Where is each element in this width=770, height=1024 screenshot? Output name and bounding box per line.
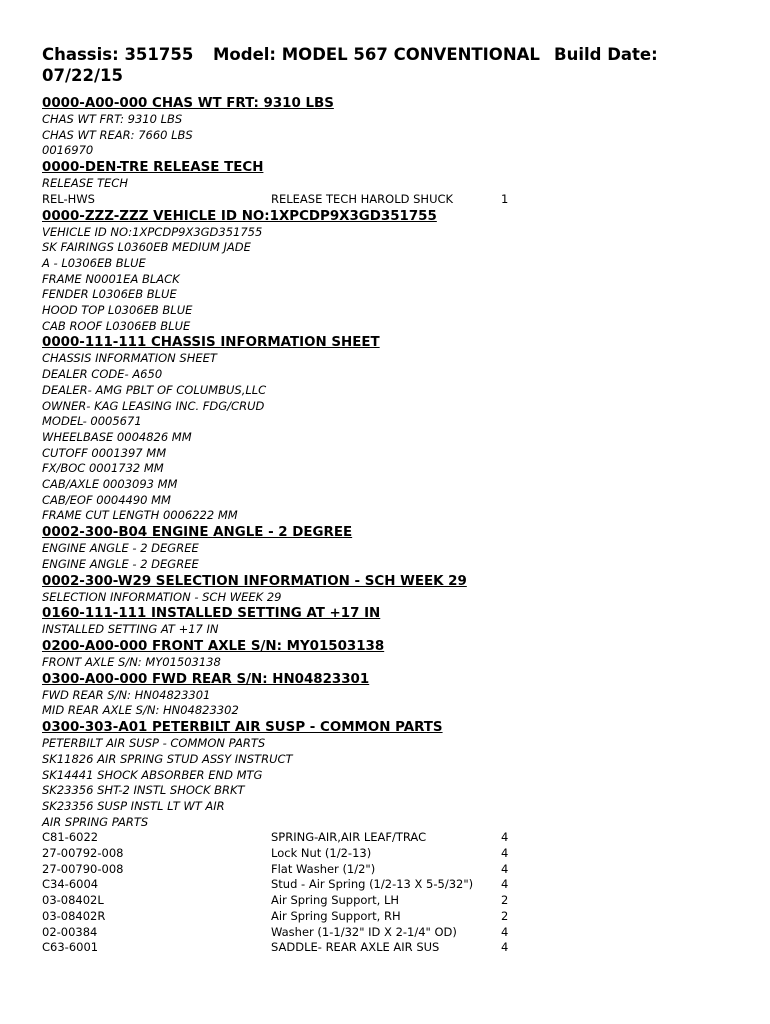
section-line: CAB/AXLE 0003093 MM: [42, 477, 178, 492]
part-description: RELEASE TECH HAROLD SHUCK: [271, 191, 454, 206]
section-title: 0000-ZZZ-ZZZ VEHICLE ID NO:1XPCDP9X3GD351755: [42, 208, 437, 224]
part-row: [42, 925, 742, 941]
part-number: C63-6001: [42, 940, 99, 955]
section-title: 0160-111-111 INSTALLED SETTING AT +17 IN: [42, 606, 381, 622]
part-description: SADDLE- REAR AXLE AIR SUS: [271, 940, 440, 955]
section-title: 0002-300-W29 SELECTION INFORMATION - SCH WEEK 29: [42, 573, 467, 589]
part-quantity: 2: [501, 893, 509, 908]
part-number: C34-6004: [42, 877, 99, 892]
part-quantity: 4: [501, 924, 509, 939]
part-description: Stud - Air Spring (1/2-13 X 5-5/32"): [271, 877, 474, 892]
section-list: [42, 95, 742, 956]
section-line: FRONT AXLE S/N: MY01503138: [42, 654, 221, 669]
part-quantity: 4: [501, 940, 509, 955]
part-quantity: 4: [501, 846, 509, 861]
part-row: [42, 940, 742, 956]
section-line: VEHICLE ID NO:1XPCDP9X3GD351755: [42, 224, 263, 239]
section-line: FRAME CUT LENGTH 0006222 MM: [42, 508, 238, 523]
section-line: ENGINE ANGLE - 2 DEGREE: [42, 556, 199, 571]
section-line: MODEL- 0005671: [42, 414, 142, 429]
chassis-number: Chassis: 351755: [42, 45, 194, 64]
section-line: CHAS WT REAR: 7660 LBS: [42, 127, 193, 142]
section-line: AIR SPRING PARTS: [42, 814, 149, 829]
document-page: [42, 44, 742, 956]
model-name: Model: MODEL 567 CONVENTIONAL: [213, 45, 540, 64]
part-row: [42, 862, 742, 878]
section-line: DEALER- AMG PBLT OF COLUMBUS,LLC: [42, 382, 267, 397]
part-number: 02-00384: [42, 924, 98, 939]
section-line: SK FAIRINGS L0360EB MEDIUM JADE: [42, 240, 251, 255]
part-number: 27-00792-008: [42, 846, 124, 861]
section-line: SK14441 SHOCK ABSORBER END MTG: [42, 767, 263, 782]
part-number: 03-08402R: [42, 908, 106, 923]
section-line: INSTALLED SETTING AT +17 IN: [42, 622, 219, 637]
section-line: RELEASE TECH: [42, 176, 128, 191]
section-line: CHAS WT FRT: 9310 LBS: [42, 112, 183, 126]
part-number: 03-08402L: [42, 893, 104, 908]
section-line: ENGINE ANGLE - 2 DEGREE: [42, 541, 199, 556]
part-row: [42, 846, 742, 862]
section-line: A - L0306EB BLUE: [42, 255, 146, 270]
section-line: SK23356 SUSP INSTL LT WT AIR: [42, 798, 225, 813]
part-row: [42, 192, 742, 208]
part-row: [42, 909, 742, 925]
section-title: 0000-111-111 CHASSIS INFORMATION SHEET: [42, 335, 380, 351]
section-line: CUTOFF 0001397 MM: [42, 445, 167, 460]
section-title: 0300-303-A01 PETERBILT AIR SUSP - COMMON PARTS: [42, 720, 443, 736]
section-line: CAB/EOF 0004490 MM: [42, 492, 171, 507]
section-title: 0000-DEN-TRE RELEASE TECH: [42, 160, 264, 176]
section-line: 0016970: [42, 143, 94, 158]
part-description: Air Spring Support, RH: [271, 908, 401, 923]
part-description: Washer (1-1/32" ID X 2-1/4" OD): [271, 924, 457, 939]
part-quantity: 2: [501, 908, 509, 923]
part-description: SPRING-AIR,AIR LEAF/TRAC: [271, 830, 427, 845]
part-quantity: 4: [501, 877, 509, 892]
section-line: FX/BOC 0001732 MM: [42, 461, 164, 476]
section-line: SELECTION INFORMATION - SCH WEEK 29: [42, 589, 282, 604]
part-description: Lock Nut (1/2-13): [271, 846, 372, 861]
build-date-label: Build Date:: [554, 45, 658, 64]
section-line: MID REAR AXLE S/N: HN04823302: [42, 703, 239, 718]
section-line: CAB ROOF L0306EB BLUE: [42, 318, 191, 333]
section-line: FRAME N0001EA BLACK: [42, 271, 180, 286]
section-line: FENDER L0306EB BLUE: [42, 287, 177, 302]
part-quantity: 4: [501, 830, 509, 845]
section-line: SK23356 SHT-2 INSTL SHOCK BRKT: [42, 783, 245, 798]
part-quantity: 4: [501, 861, 509, 876]
document-header: [42, 44, 742, 86]
part-description: Air Spring Support, LH: [271, 893, 400, 908]
part-number: REL-HWS: [42, 191, 95, 206]
section-line: FWD REAR S/N: HN04823301: [42, 687, 211, 702]
part-row: [42, 830, 742, 846]
section-line: CHASSIS INFORMATION SHEET: [42, 351, 217, 366]
section-line: WHEELBASE 0004826 MM: [42, 429, 192, 444]
part-quantity: 1: [501, 191, 509, 206]
part-description: Flat Washer (1/2"): [271, 861, 376, 876]
part-number: C81-6022: [42, 830, 99, 845]
section-line: PETERBILT AIR SUSP - COMMON PARTS: [42, 736, 266, 751]
section-title: 0300-A00-000 FWD REAR S/N: HN04823301: [42, 671, 370, 687]
section-line: HOOD TOP L0306EB BLUE: [42, 303, 193, 318]
section-line: SK11826 AIR SPRING STUD ASSY INSTRUCT: [42, 751, 293, 766]
part-row: [42, 893, 742, 909]
section-line: DEALER CODE- A650: [42, 367, 163, 382]
section-line: OWNER- KAG LEASING INC. FDG/CRUD: [42, 398, 265, 413]
part-number: 27-00790-008: [42, 861, 124, 876]
section-title: 0002-300-B04 ENGINE ANGLE - 2 DEGREE: [42, 525, 353, 541]
section-title: 0200-A00-000 FRONT AXLE S/N: MY01503138: [42, 638, 385, 654]
part-row: [42, 877, 742, 893]
build-date: 07/22/15: [42, 66, 123, 85]
section-title: 0000-A00-000 CHAS WT FRT: 9310 LBS: [42, 96, 334, 111]
